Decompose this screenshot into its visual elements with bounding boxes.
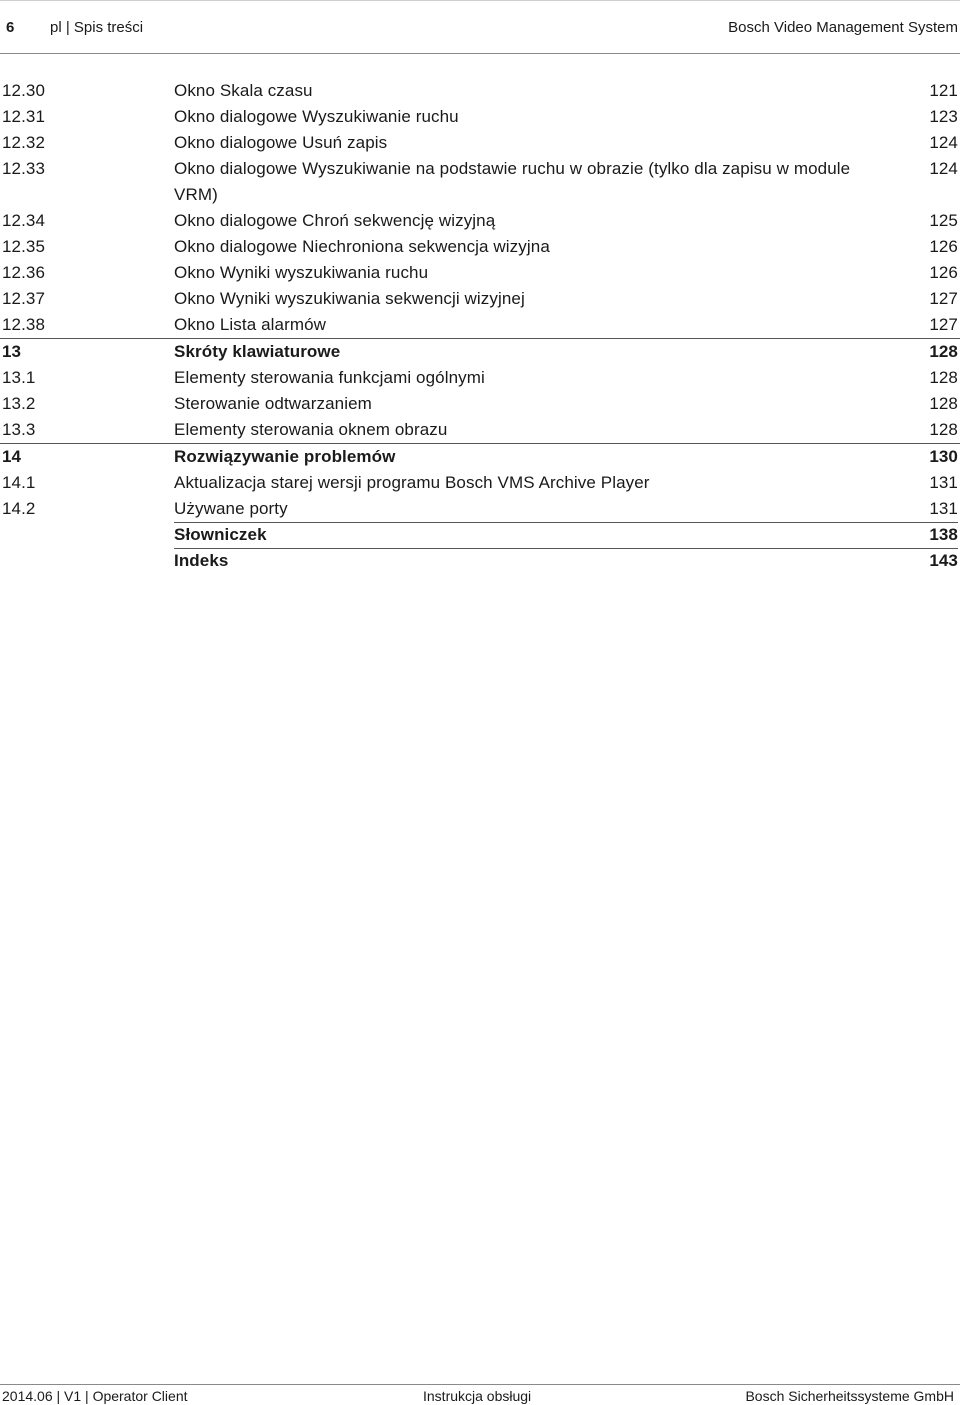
toc-entry-page: 123 (929, 107, 958, 126)
table-of-contents (0, 78, 960, 574)
toc-entry-page: 138 (929, 525, 958, 544)
toc-entry-number: 13.2 (2, 394, 36, 413)
toc-entry-title: Słowniczek (174, 525, 267, 544)
toc-entry-number: 12.32 (2, 133, 46, 152)
toc-entry-page: 127 (929, 315, 958, 334)
toc-entry-number: 12.36 (2, 263, 46, 282)
toc-entry-page: 128 (929, 342, 958, 361)
toc-entry-number: 12.35 (2, 237, 46, 256)
toc-rule (174, 522, 958, 523)
toc-entry-title: Okno dialogowe Wyszukiwanie ruchu (174, 107, 459, 126)
toc-entry[interactable] (0, 417, 960, 443)
toc-entry-page: 128 (929, 394, 958, 413)
toc-entry-title: Okno Skala czasu (174, 81, 313, 100)
toc-entry-number: 12.30 (2, 81, 46, 100)
toc-entry[interactable] (0, 312, 960, 338)
toc-entry-title: Indeks (174, 551, 229, 570)
toc-entry[interactable] (0, 260, 960, 286)
toc-entry-title: Rozwiązywanie problemów (174, 447, 396, 466)
toc-entry-number: 14.2 (2, 499, 36, 518)
toc-entry-number: 13.3 (2, 420, 36, 439)
page-number: 6 (6, 19, 15, 36)
toc-entry-page: 126 (929, 237, 958, 256)
toc-rule (174, 548, 958, 549)
toc-entry-number: 14 (2, 447, 22, 466)
toc-entry-title: Skróty klawiaturowe (174, 342, 341, 361)
toc-entry[interactable] (0, 104, 960, 130)
toc-entry[interactable] (0, 522, 960, 548)
page-footer (0, 1384, 960, 1405)
footer-doc-type: Instrukcja obsługi (423, 1388, 532, 1404)
toc-entry-title: Okno Wyniki wyszukiwania ruchu (174, 263, 429, 282)
toc-entry-title: Okno Lista alarmów (174, 315, 327, 334)
toc-entry[interactable] (0, 338, 960, 365)
toc-entry[interactable] (0, 156, 960, 208)
toc-entry[interactable] (0, 130, 960, 156)
toc-entry-title: Okno dialogowe Niechroniona sekwencja wizyjna (174, 237, 550, 256)
toc-entry-number: 12.34 (2, 211, 46, 230)
toc-entry[interactable] (0, 208, 960, 234)
toc-entry-page: 128 (929, 368, 958, 387)
toc-entry-page: 124 (929, 159, 958, 178)
toc-entry[interactable] (0, 391, 960, 417)
toc-entry-page: 126 (929, 263, 958, 282)
toc-entry-page: 143 (929, 551, 958, 570)
toc-entry-page: 124 (929, 133, 958, 152)
toc-entry-title: Okno dialogowe Wyszukiwanie na podstawie ruchu w obrazie (tylko dla zapisu w module VRM) (174, 159, 851, 204)
toc-entry-number: 13 (2, 342, 22, 361)
toc-entry-number: 13.1 (2, 368, 36, 387)
section-title: pl | Spis treści (50, 19, 144, 36)
toc-entry[interactable] (0, 548, 960, 574)
toc-entry-page: 121 (929, 81, 958, 100)
toc-entry[interactable] (0, 286, 960, 312)
toc-entry[interactable] (0, 234, 960, 260)
toc-entry-page: 131 (929, 499, 958, 518)
toc-entry-title: Elementy sterowania oknem obrazu (174, 420, 448, 439)
toc-entry-page: 130 (929, 447, 958, 466)
toc-entry-number: 14.1 (2, 473, 36, 492)
product-name: Bosch Video Management System (728, 19, 958, 36)
toc-entry-title: Okno dialogowe Chroń sekwencję wizyjną (174, 211, 496, 230)
toc-entry-title: Okno dialogowe Usuń zapis (174, 133, 388, 152)
toc-entry-title: Używane porty (174, 499, 288, 518)
toc-entry-number: 12.33 (2, 159, 46, 178)
toc-entry-page: 127 (929, 289, 958, 308)
toc-entry-number: 12.37 (2, 289, 46, 308)
toc-entry-title: Elementy sterowania funkcjami ogólnymi (174, 368, 485, 387)
toc-entry-page: 128 (929, 420, 958, 439)
toc-entry[interactable] (0, 365, 960, 391)
toc-entry-title: Okno Wyniki wyszukiwania sekwencji wizyjnej (174, 289, 525, 308)
footer-company: Bosch Sicherheitssysteme GmbH (745, 1388, 954, 1404)
toc-entry-page: 125 (929, 211, 958, 230)
toc-entry[interactable] (0, 470, 960, 496)
toc-entry-title: Sterowanie odtwarzaniem (174, 394, 372, 413)
toc-entry[interactable] (0, 496, 960, 522)
toc-entry-number: 12.31 (2, 107, 46, 126)
page-header (0, 0, 960, 54)
toc-entry-title: Aktualizacja starej wersji programu Bosch VMS Archive Player (174, 473, 650, 492)
toc-entry[interactable] (0, 443, 960, 470)
toc-entry-number: 12.38 (2, 315, 46, 334)
toc-entry-page: 131 (929, 473, 958, 492)
toc-entry[interactable] (0, 78, 960, 104)
footer-edition: 2014.06 | V1 | Operator Client (2, 1388, 188, 1404)
